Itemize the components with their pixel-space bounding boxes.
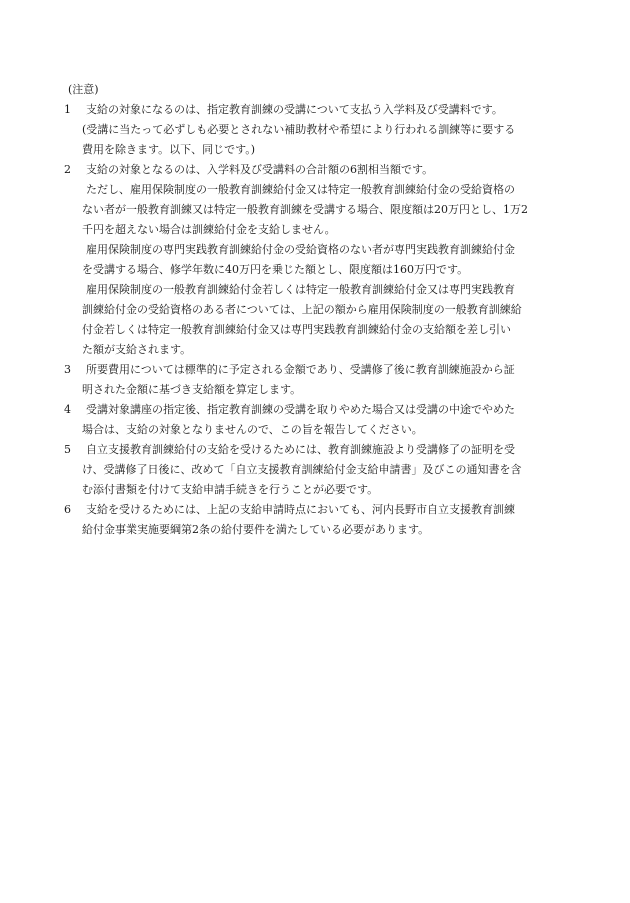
note-line: 支給の対象になるのは、指定教育訓練の受講について支払う入学料及び受講料です。	[86, 103, 503, 116]
note-line: た額が支給されます。	[82, 343, 192, 356]
note-number: 4	[64, 403, 71, 416]
note-paragraph-line: 雇用保険制度の専門実践教育訓練給付金の受給資格のない者が専門実践教育訓練給付金	[86, 243, 515, 256]
note-line: を受講する場合、修学年数に40万円を乗じた額とし、限度額は160万円です。	[82, 263, 469, 276]
note-item-2	[62, 160, 552, 360]
note-line: 支給を受けるためには、上記の支給申請時点においても、河内長野市自立支援教育訓練	[86, 503, 515, 516]
note-paragraph-line: ただし、雇用保険制度の一般教育訓練給付金又は特定一般教育訓練給付金の受給資格の	[86, 183, 515, 196]
note-item-1	[62, 100, 552, 160]
note-item-5	[62, 440, 552, 500]
note-line: 自立支援教育訓練給付の支給を受けるためには、教育訓練施設より受講修了の証明を受	[86, 443, 515, 456]
note-line: 場合は、支給の対象となりませんので、この旨を報告してください。	[82, 423, 423, 436]
note-line: 所要費用については標準的に予定される金額であり、受講修了後に教育訓練施設から証	[86, 363, 515, 376]
note-number: 2	[64, 163, 71, 176]
notes-heading: (注意)	[68, 83, 99, 96]
note-line: け、受講修了日後に、改めて「自立支援教育訓練給付金支給申請書」及びこの通知書を含	[82, 463, 522, 476]
note-item-6	[62, 500, 552, 540]
note-line: 給付金事業実施要綱第2条の給付要件を満たしている必要があります。	[82, 523, 430, 536]
note-number: 1	[64, 103, 71, 116]
note-paragraph-line: 雇用保険制度の一般教育訓練給付金若しくは特定一般教育訓練給付金又は専門実践教育	[86, 283, 515, 296]
note-line: 受講対象講座の指定後、指定教育訓練の受講を取りやめた場合又は受講の中途でやめた	[86, 403, 515, 416]
note-line: (受講に当たって必ずしも必要とされない補助教材や希望により行われる訓練等に要する	[82, 123, 516, 136]
note-line: 支給の対象となるのは、入学料及び受講料の合計額の6割相当額です。	[86, 163, 434, 176]
note-line: む添付書類を付けて支給申請手続きを行うことが必要です。	[82, 483, 379, 496]
note-line: 付金若しくは特定一般教育訓練給付金又は専門実践教育訓練給付金の支給額を差し引い	[82, 323, 511, 336]
note-number: 5	[64, 443, 71, 456]
note-number: 6	[64, 503, 71, 516]
note-line: 千円を超えない場合は訓練給付金を支給しません。	[82, 223, 336, 236]
note-line: 明された金額に基づき支給額を算定します。	[82, 383, 302, 396]
note-line: ない者が一般教育訓練又は特定一般教育訓練を受講する場合、限度額は20万円とし、1万2	[82, 203, 528, 216]
note-number: 3	[64, 363, 71, 376]
note-line: 費用を除きます。以下、同じです。)	[82, 143, 256, 156]
note-line: 訓練給付金の受給資格のある者については、上記の額から雇用保険制度の一般教育訓練給	[82, 303, 522, 316]
note-item-4	[62, 400, 552, 440]
notes-section	[62, 80, 552, 540]
note-item-3	[62, 360, 552, 400]
